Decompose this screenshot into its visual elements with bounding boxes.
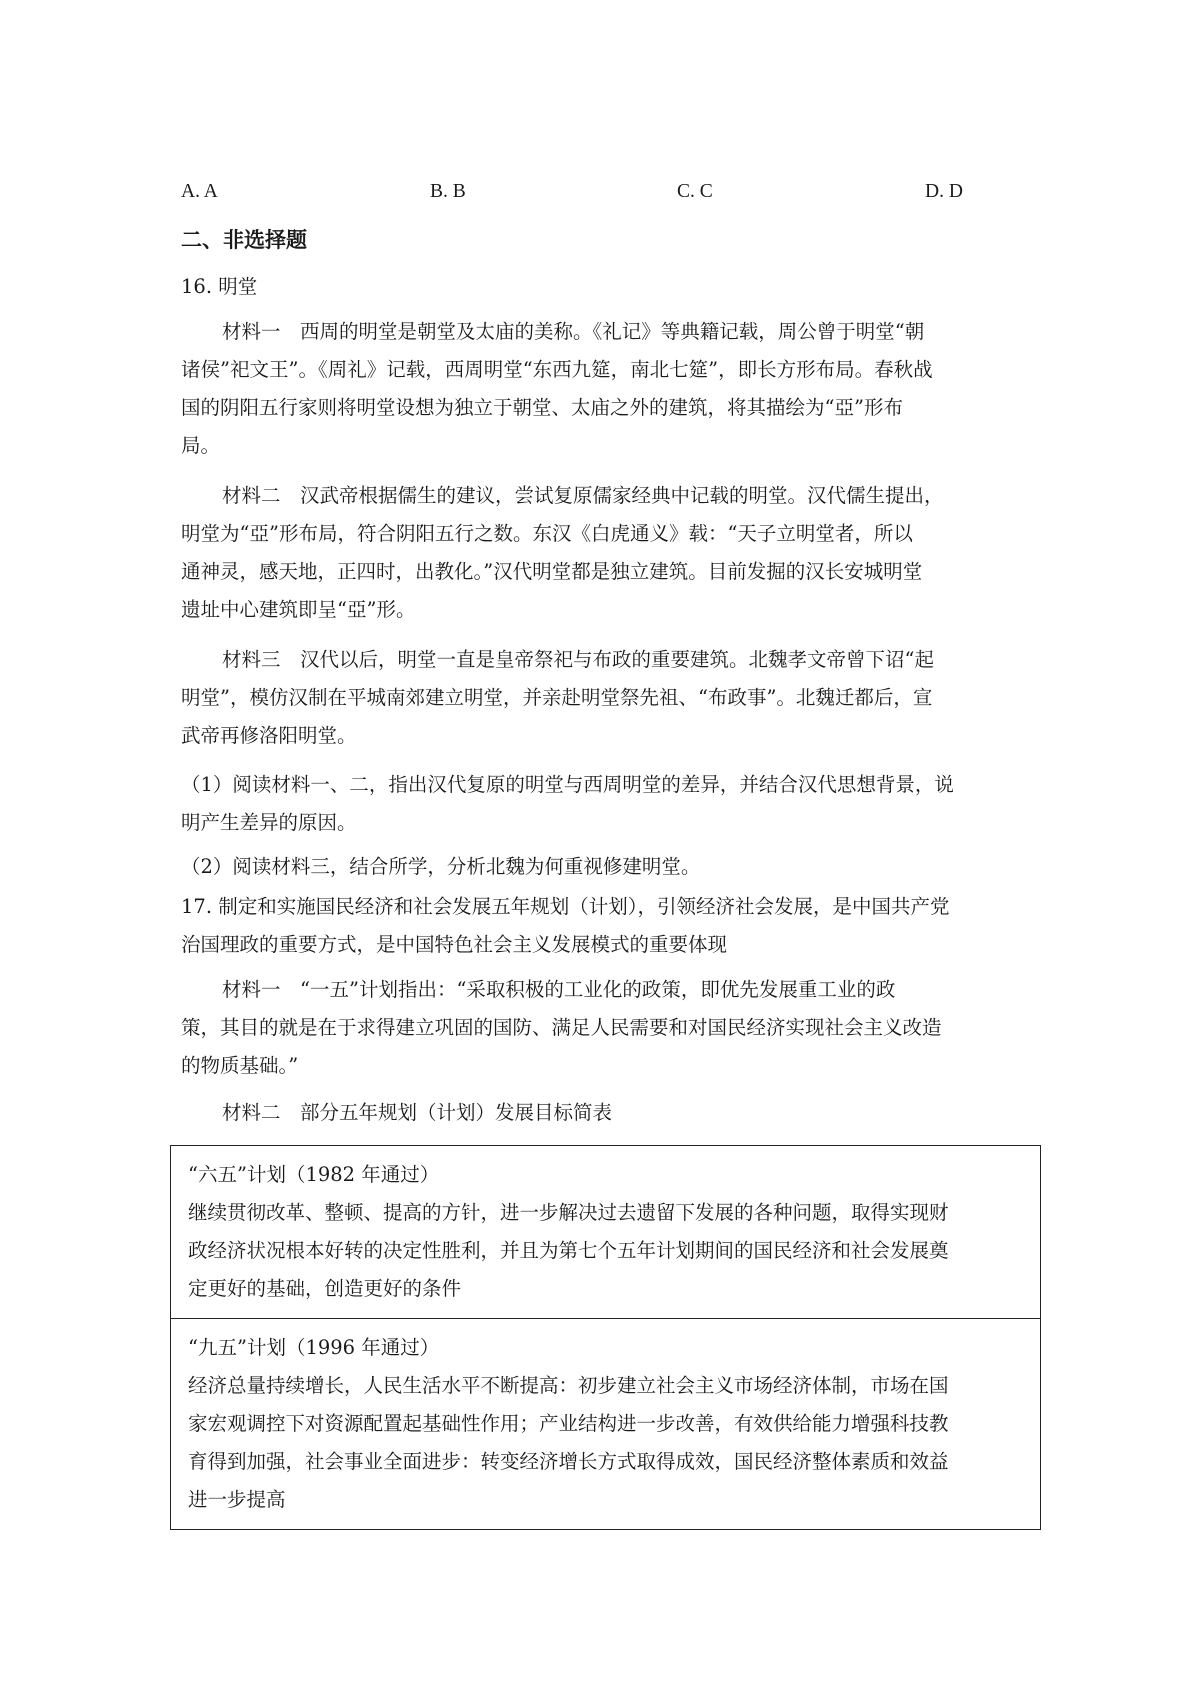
text-line: 治国理政的重要方式，是中国特色社会主义发展模式的重要体现 — [181, 933, 728, 956]
text-line: 国的阴阳五行家则将明堂设想为独立于朝堂、太庙之外的建筑，将其描绘为“亞”形布 — [181, 396, 903, 419]
option-d: D. D — [925, 181, 963, 202]
text-line: 诸侯”祀文王”。《周礼》记载，西周明堂“东西九筵，南北七筵”，即长方形布局。春秋战 — [181, 358, 933, 381]
q16-subquestion-2 — [181, 848, 700, 886]
text-line: 进一步提高 — [188, 1488, 286, 1511]
text-line: 明产生差异的原因。 — [181, 811, 357, 834]
text-line: 材料一 西周的明堂是朝堂及太庙的美称。《礼记》等典籍记载，周公曾于明堂“朝 — [222, 320, 925, 343]
text-line: 遗址中心建筑即呈“亞”形。 — [181, 598, 416, 621]
option-b: B. B — [430, 181, 466, 202]
text-line: “六五”计划（1982 年通过） — [188, 1163, 440, 1186]
text-line: 材料二 部分五年规划（计划）发展目标简表 — [222, 1101, 613, 1124]
text-line: 的物质基础。” — [181, 1054, 299, 1077]
q16-material-3 — [181, 641, 934, 755]
q17-material-2-caption — [181, 1094, 612, 1132]
text-line: 武帝再修洛阳明堂。 — [181, 724, 357, 747]
q16-material-2 — [181, 477, 944, 629]
text-line: 材料一 “一五”计划指出：“采取积极的工业化的政策，即优先发展重工业的政 — [222, 978, 896, 1001]
table-cell-ninth-plan — [171, 1318, 1040, 1529]
question-16-title: 16. 明堂 — [181, 275, 258, 298]
text-line: 家宏观调控下对资源配置起基础性作用；产业结构进一步改善，有效供给能力增强科技教 — [188, 1412, 949, 1435]
text-line: （2）阅读材料三，结合所学，分析北魏为何重视修建明堂。 — [181, 855, 701, 878]
text-line: 材料三 汉代以后，明堂一直是皇帝祭祀与布政的重要建筑。北魏孝文帝曾下诏“起 — [222, 648, 934, 671]
option-a: A. A — [181, 181, 218, 202]
text-line: 明堂”，模仿汉制在平城南郊建立明堂，并亲赴明堂祭先祖、“布政事”。北魏迁都后，宣 — [181, 686, 933, 709]
text-line: 经济总量持续增长，人民生活水平不断提高：初步建立社会主义市场经济体制，市场在国 — [188, 1374, 949, 1397]
text-line: 通神灵，感天地，正四时，出教化。”汉代明堂都是独立建筑。目前发掘的汉长安城明堂 — [181, 560, 923, 583]
text-line: 政经济状况根本好转的决定性胜利，并且为第七个五年计划期间的国民经济和社会发展奠 — [188, 1239, 949, 1262]
section-heading: 二、非选择题 — [181, 228, 307, 252]
q17-material-1 — [181, 971, 942, 1085]
q16-material-1 — [181, 313, 933, 465]
text-line: 17. 制定和实施国民经济和社会发展五年规划（计划），引领经济社会发展，是中国共产党 — [181, 895, 950, 918]
option-c: C. C — [677, 181, 713, 202]
text-line: “九五”计划（1996 年通过） — [188, 1336, 440, 1359]
text-line: 明堂为“亞”形布局，符合阴阳五行之数。东汉《白虎通义》载：“天子立明堂者，所以 — [181, 522, 913, 545]
text-line: 继续贯彻改革、整顿、提高的方针，进一步解决过去遗留下发展的各种问题，取得实现财 — [188, 1201, 949, 1224]
q16-subquestion-1 — [181, 766, 954, 842]
text-line: 定更好的基础，创造更好的条件 — [188, 1277, 462, 1300]
question-17-title — [181, 888, 949, 964]
text-line: （1）阅读材料一、二，指出汉代复原的明堂与西周明堂的差异，并结合汉代思想背景，说 — [181, 773, 954, 796]
table-cell-sixth-plan — [171, 1146, 1040, 1318]
five-year-plan-table — [170, 1145, 1041, 1530]
text-line: 策，其目的就是在于求得建立巩固的国防、满足人民需要和对国民经济实现社会主义改造 — [181, 1016, 942, 1039]
text-line: 育得到加强，社会事业全面进步：转变经济增长方式取得成效，国民经济整体素质和效益 — [188, 1450, 949, 1473]
text-line: 材料二 汉武帝根据儒生的建议，尝试复原儒家经典中记载的明堂。汉代儒生提出， — [222, 484, 944, 507]
text-line: 局。 — [181, 434, 221, 457]
